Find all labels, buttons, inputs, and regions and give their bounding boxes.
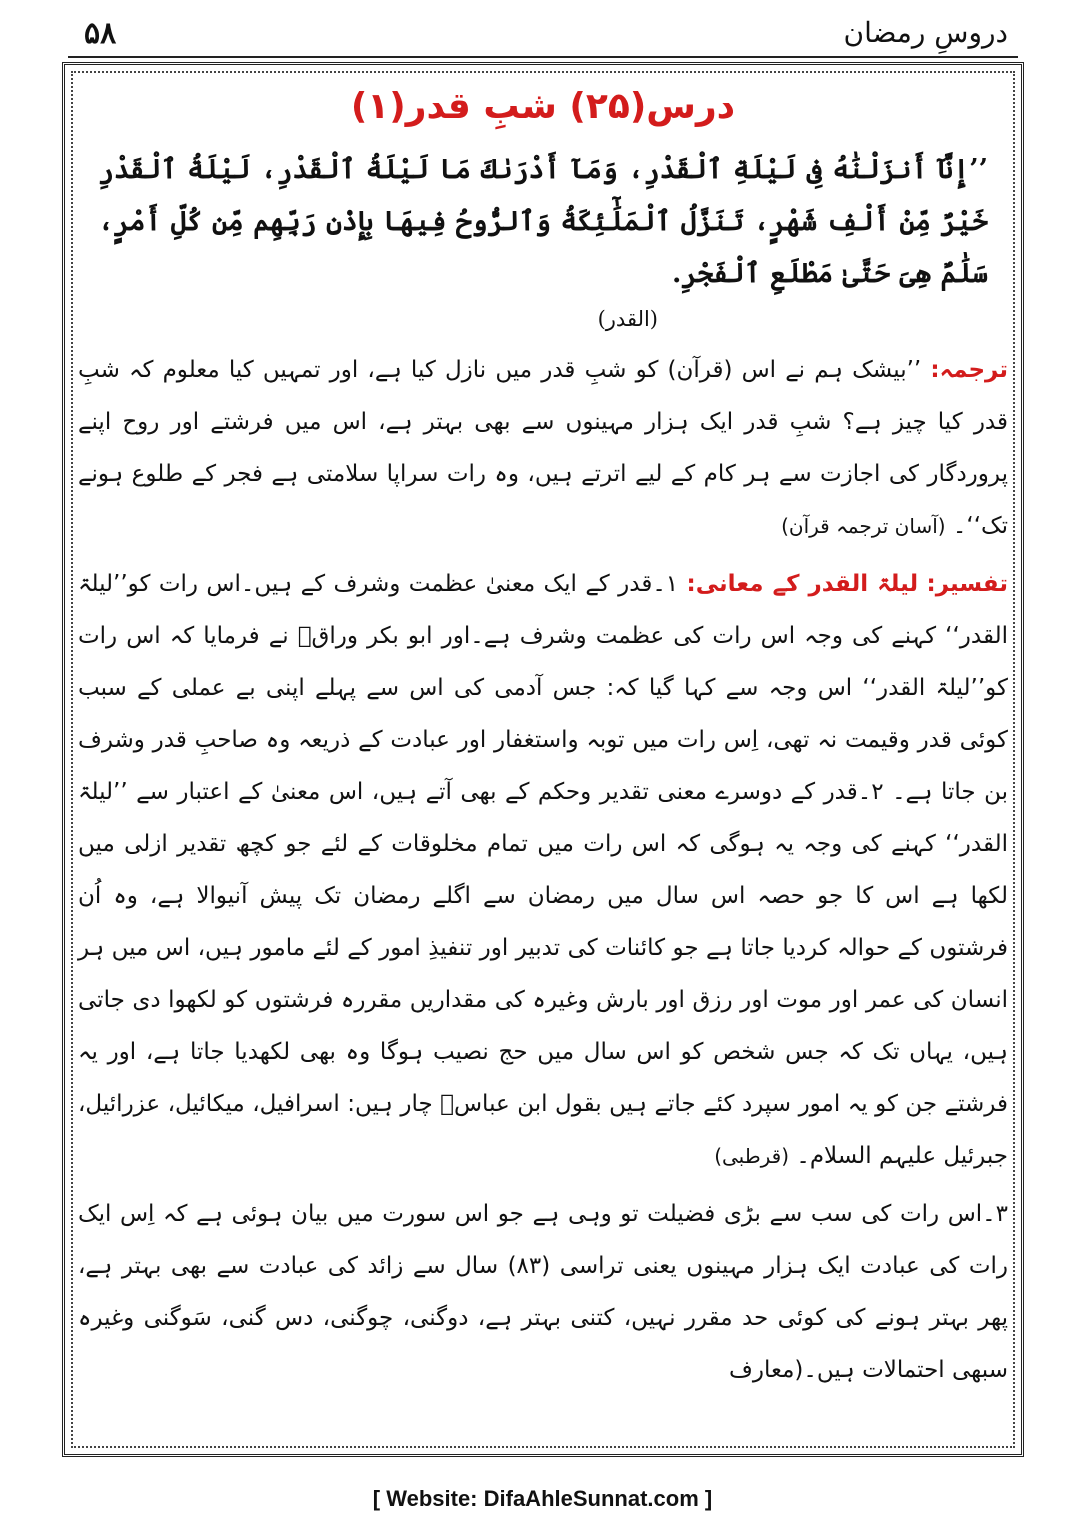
translation-section: [78, 344, 1008, 552]
tafsir-subheading: لیلۃ القدر کے معانی:: [686, 571, 919, 597]
translation-text: ’’بیشک ہم نے اس (قرآن) کو شبِ قدر میں نازل کیا ہے، اور تمہیں کیا معلوم کہ شبِ قدر کیا چیز ہے؟ شبِ قدر ایک ہزار مہینوں سے بھی بہتر ہے، اس میں فرشتے اور روح اپنے پروردگار کی اجازت سے ہر کام کے لیے اترتے ہیں، وہ رات سراپا سلامتی ہے فجر کے طلوع ہونے تک‘‘۔: [78, 357, 1008, 539]
tafsir-paragraph-3-block: [78, 1188, 1008, 1396]
tafsir-paragraph-3: ۳۔اس رات کی سب سے بڑی فضیلت تو وہی ہے جو اس سورت میں بیان ہوئی ہے کہ اِس ایک رات کی عبادت ایک ہزار مہینوں یعنی تراسی (۸۳) سال سے زائد کی عبادت سے بھی بہتر ہے، پھر بہتر ہونے کی کوئی حد مقرر نہیں، کتنی بہتر ہے، دوگنی، چوگنی، دس گنی، سَوگنی وغیرہ سبھی احتمالات ہیں۔(معارف: [78, 1201, 1008, 1383]
tafsir-paragraph-2: ۲۔قدر کے دوسرے معنی تقدیر وحکم کے بھی آتے ہیں، اس معنیٰ کے اعتبار سے ’’لیلۃ القدر‘‘ کہنے کی وجہ یہ ہوگی کہ اس رات میں تمام مخلوقات کے لئے جو کچھ تقدیر ازلی میں لکھا ہے اس کا جو حصہ اس سال میں رمضان سے اگلے رمضان تک پیش آنیوالا ہے، وہ اُن فرشتوں کے حوالہ کردیا جاتا ہے جو کائنات کی تدبیر اور تنفیذِ امور کے لئے مامور ہیں، اس میں ہر انسان کی عمر اور موت اور رزق اور بارش وغیرہ کی مقداریں مقررہ فرشتوں کو لکھوا دی جاتی ہیں، یہاں تک کہ جس شخص کو اس سال میں حج نصیب ہوگا وہ بھی لکھدیا جاتا ہے، اور یہ فرشتے جن کو یہ امور سپرد کئے جاتے ہیں بقول ابن عباسؓ چار ہیں: اسرافیل، میکائیل، عزرائیل، جبرئیل علیہم السلام۔: [78, 779, 1008, 1169]
tafsir-label: تفسیر:: [926, 571, 1008, 597]
verse-reference: (القدر): [597, 307, 658, 331]
page-content: [78, 78, 1008, 1396]
website-footer: [ Website: DifaAhleSunnat.com ]: [372, 1486, 713, 1511]
quran-verse: [78, 136, 1008, 338]
translation-source: (آسان ترجمہ قرآن): [781, 514, 946, 538]
tafsir-paragraph-1: ۱۔قدر کے ایک معنیٰ عظمت وشرف کے ہیں۔اس رات کو’’لیلۃ القدر‘‘ کہنے کی وجہ اس رات کی عظمت وشرف ہے۔اور ابو بکر وراقؒ نے فرمایا کہ اس رات کو’’لیلۃ القدر‘‘ اس وجہ سے کہا گیا کہ: جس آدمی کی اس سے پہلے اپنی بے عملی کے سبب کوئی قدر وقیمت نہ تھی، اِس رات میں توبہ واستغفار اور عبادت کے ذریعہ وہ صاحبِ قدر وشرف بن جاتا ہے۔: [78, 571, 1008, 805]
page-number: ۵۸: [84, 16, 117, 51]
verse-text: ’’إِنَّآ أَنزَلْنَٰهُ فِى لَيْلَةِ ٱلْقَدْرِ، وَمَآ أَدْرَىٰكَ مَا لَيْلَةُ ٱلْقَدْرِ، لَيْلَةُ ٱلْقَدْرِ خَيْرٌ مِّنْ أَلْفِ شَهْرٍ، تَنَزَّلُ ٱلْمَلَٰٓئِكَةُ وَٱلرُّوحُ فِيهَا بِإِذْنِ رَبِّهِم مِّن كُلِّ أَمْرٍ، سَلَٰمٌ هِىَ حَتَّىٰ مَطْلَعِ ٱلْفَجْرِ.: [98, 154, 988, 289]
tafsir-paragraph-2-source: (قرطبی): [714, 1144, 790, 1168]
tafsir-section: [78, 558, 1008, 1182]
running-title: دروسِ رمضان: [843, 16, 1008, 49]
header-rule: [68, 56, 1018, 58]
translation-label: ترجمہ:: [930, 357, 1009, 383]
page-header: [68, 14, 1018, 54]
lesson-title: درس(۲۵) شبِ قدر(۱): [350, 86, 736, 127]
